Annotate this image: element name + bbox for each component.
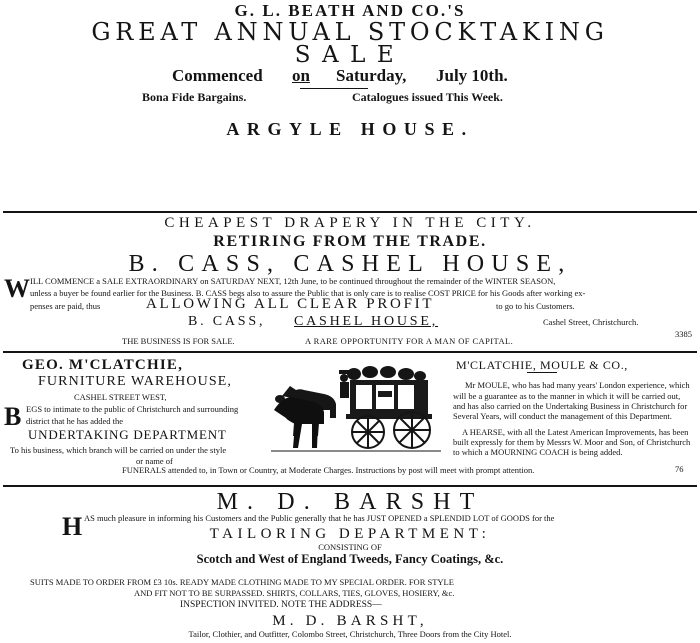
hearse-plumes [347,366,426,381]
mclatchie-right-body1: Mr MOULE, who has had many years' London experience, which [465,380,690,390]
cass-headline1: CHEAPEST DRAPERY IN THE CITY. [164,215,536,231]
mclatchie-drop-cap: B [4,402,22,431]
mclatchie-right-body6: built expressly for them by Messrs W. Moor and Son, of Christchurch [453,437,691,447]
cass-sig-b: CASHEL HOUSE, [294,314,438,329]
cass-sig-a: B. CASS, [188,314,266,329]
barsht-footer: Tailor, Clothier, and Outfitter, Colombo Street, Christchurch, Three Doors from the City Hotel. [188,629,512,639]
barsht-body1: AS much pleasure in informing his Customers and the Public generally that he has JUST OPENED a SPLENDID LOT of GOODS for the [84,513,555,523]
mclatchie-left-body4: or name of [136,456,173,466]
mclatchie-left-body3: To his business, which branch will be carried on under the style [10,445,227,455]
mclatchie-left-street: CASHEL STREET WEST, [74,392,167,402]
mclatchie-left-body1: EGS to intimate to the public of Christchurch and surrounding [26,404,239,414]
mclatchie-left-sub: FURNITURE WAREHOUSE, [38,374,233,389]
divider-1 [3,211,697,213]
barsht-goods: Scotch and West of England Tweeds, Fancy Coatings, &c. [196,552,504,566]
beath-catalogues: Catalogues issued This Week. [352,90,503,104]
mclatchie-left-body2: district that he has added the [26,416,124,426]
beath-on: on [292,66,310,85]
beath-line3: SALE [294,42,406,68]
hearse-horses [274,386,336,448]
beath-line2: GREAT ANNUAL STOCKTAKING [91,18,609,46]
mclatchie-right-body5: A HEARSE, with all the Latest American Improvements, has been [462,427,689,437]
mclatchie-right-title: M'CLATCHIE, MOULE & CO., [456,358,628,372]
cass-body2: unless a buyer be found earlier for the Business. B. CASS begs also to assure the Public that is only care is to realise COST PRICE for his Goods after working ex- [30,288,586,298]
mclatchie-right-body7: to which a MOURNING COACH is being added. [453,447,623,457]
barsht-title: M. D. BARSHT [216,489,484,515]
cass-headline3: B. CASS, CASHEL HOUSE, [128,251,572,277]
mclatchie-right-body3: and has also carried on the Undertaking Business in Christchurch for [453,401,688,411]
mclatchie-left-dept: UNDERTAKING DEPARTMENT [28,427,227,442]
barsht-consisting: CONSISTING OF [318,542,382,552]
cass-drop-cap: W [4,274,30,303]
mclatchie-right-body4: Several Years, will conduct the management of this Department. [453,411,672,421]
cass-ref: 3385 [675,329,692,339]
mclatchie-right-underline [527,372,557,373]
beath-bargains: Bona Fide Bargains. [142,90,247,104]
barsht-line2: AND FIT NOT TO BE SURPASSED. SHIRTS, COLLARS, TIES, GLOVES, HOSIERY, &c. [134,588,455,598]
beath-date: July 10th. [436,66,508,85]
cass-footer-b: A RARE OPPORTUNITY FOR A MAN OF CAPITAL. [305,336,514,346]
cass-body1: ILL COMMENCE a SALE EXTRAORDINARY on SATURDAY NEXT, 12th June, to be continued throughout the remainder of the WINTER SEASON, [30,276,556,286]
barsht-dept: TAILORING DEPARTMENT: [209,526,491,542]
cass-footer-a: THE BUSINESS IS FOR SALE. [122,336,235,346]
mclatchie-left-title: GEO. M'CLATCHIE, [22,357,184,373]
beath-argyle: ARGYLE HOUSE. [226,119,474,139]
barsht-drop-cap: H [62,512,83,541]
beath-saturday: Saturday, [336,66,407,85]
mclatchie-right-body2: will be a guarantee as to the manner in which it will be carried out, [453,391,681,401]
divider-3 [3,485,697,487]
beath-line1: G. L. BEATH AND CO.'S [234,1,466,20]
hearse-illustration [270,366,442,452]
cass-headline2: RETIRING FROM THE TRADE. [213,233,487,250]
barsht-line3: INSPECTION INVITED. NOTE THE ADDRESS— [180,600,382,610]
mclatchie-footer: FUNERALS attended to, in Town or Country, at Moderate Charges. Instructions by post will meet with prompt attention. [122,465,535,475]
barsht-line1: SUITS MADE TO ORDER FROM £3 10s. READY MADE CLOTHING MADE TO MY SPECIAL ORDER. FOR STYLE [30,577,454,587]
beath-underline [300,88,368,89]
cass-body3a: penses are paid, thus [30,301,101,311]
divider-2 [3,351,697,353]
beath-commenced: Commenced [172,66,263,85]
mclatchie-ref: 76 [675,464,684,474]
barsht-sig: M. D. BARSHT, [272,613,428,629]
cass-sig-c: Cashel Street, Christchurch. [543,317,639,327]
cass-body3c: to go to his Customers. [496,301,575,311]
cass-body3b: ALLOWING ALL CLEAR PROFIT [146,296,435,312]
